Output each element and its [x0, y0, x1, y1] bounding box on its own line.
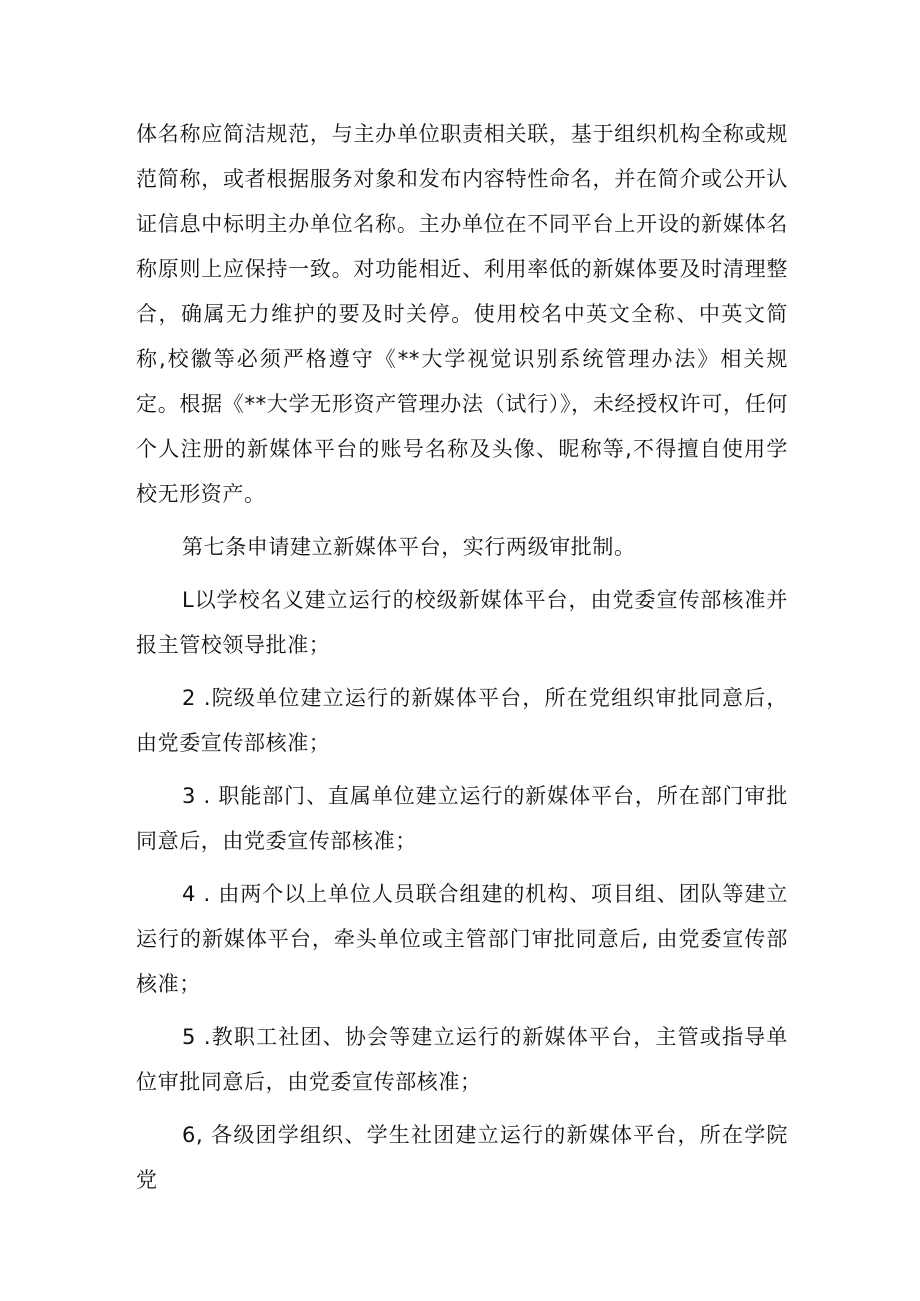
paragraph-item-6: 6, 各级团学组织、学生社团建立运行的新媒体平台，所在学院党 — [136, 1123, 788, 1192]
paragraph-item-2: 2 .院级单位建立运行的新媒体平台，所在党组织审批同意后，由党委宣传部核准； — [136, 686, 788, 755]
paragraph-item-4: 4 . 由两个以上单位人员联合组建的机构、项目组、团队等建立运行的新媒体平台，牵头单位或主管部门审批同意后, 由党委宣传部核准； — [136, 882, 788, 996]
paragraph-continuation: 体名称应简洁规范，与主办单位职责相关联，基于组织机构全称或规范简称，或者根据服务对象和发布内容特性命名，并在简介或公开认证信息中标明主办单位名称。主办单位在不同平台上开设的新媒体名称原则上应保持一致。对功能相近、利用率低的新媒体要及时清理整合，确属无力维护的要及时关停。使用校名中英文全称、中英文简称,校徽等必须严格遵守《**大学视觉识别系统管理办法》相关规定。根据《**大学无形资产管理办法（试行）》，未经授权许可，任何个人注册的新媒体平台的账号名称及头像、昵称等,不得擅自使用学校无形资产。 — [136, 122, 788, 506]
paragraph-article-7: 第七条申请建立新媒体平台，实行两级审批制。 — [182, 535, 636, 559]
paragraph-item-5: 5 .教职工社团、协会等建立运行的新媒体平台，主管或指导单位审批同意后，由党委宣传部核准； — [136, 1025, 788, 1094]
paragraph-item-1: L以学校名义建立运行的校级新媒体平台，由党委宣传部核准并报主管校领导批准； — [136, 588, 788, 657]
paragraph-item-3: 3 . 职能部门、直属单位建立运行的新媒体平台，所在部门审批同意后，由党委宣传部核准； — [136, 784, 788, 853]
document-body — [136, 112, 788, 1203]
